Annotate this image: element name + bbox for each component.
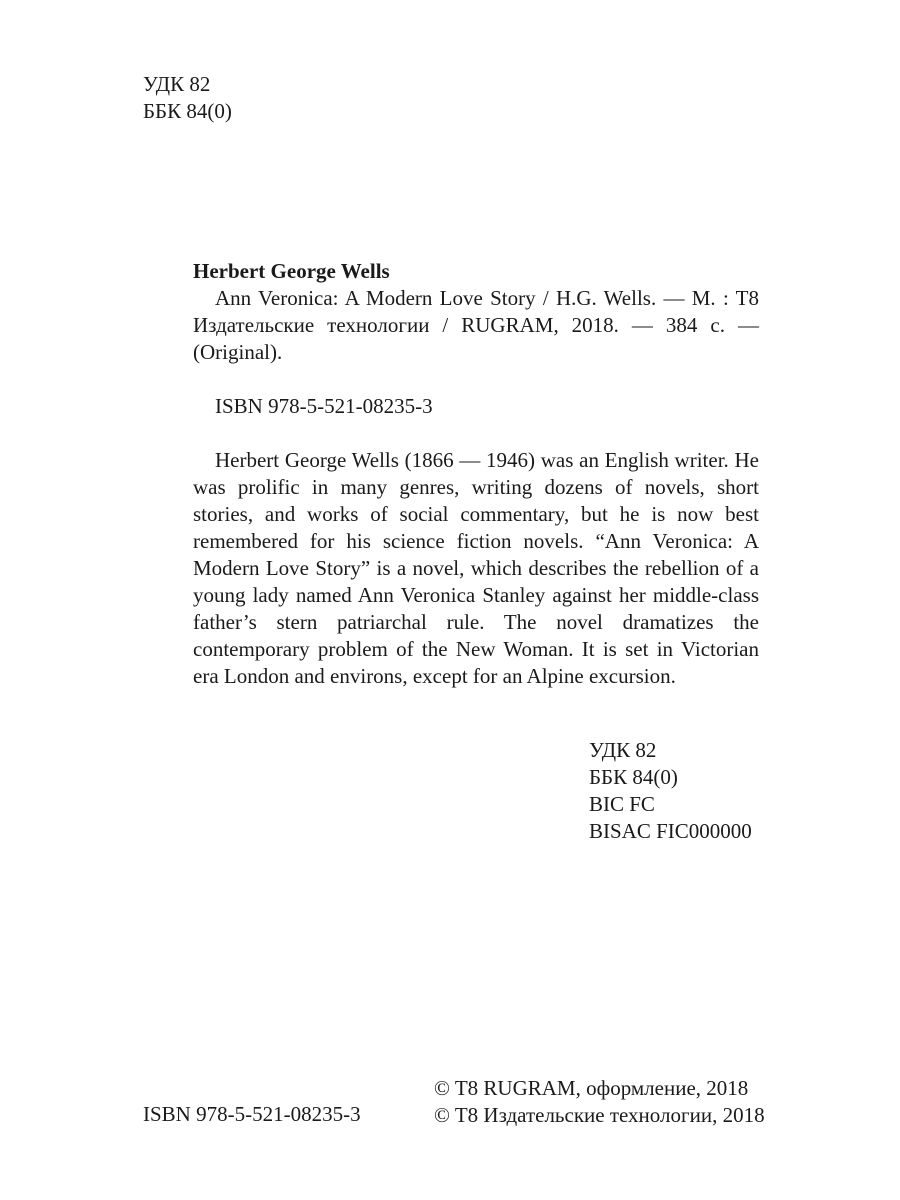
top-classification xyxy=(143,71,443,125)
isbn-number: ISBN 978-5-521-08235-3 xyxy=(215,394,433,418)
bibliographic-description: Ann Veronica: A Modern Love Story / H.G. Wells. — M. : T8 Издательские технологии / RUGRAM, 2018. — 384 c. — (Original). xyxy=(193,286,759,364)
copyright-publisher: © T8 Издательские технологии, 2018 xyxy=(434,1103,765,1127)
bbk-code: ББК 84(0) xyxy=(143,99,232,123)
author-name: Herbert George Wells xyxy=(193,259,390,283)
udk-code: УДК 82 xyxy=(143,72,211,96)
classification-codes xyxy=(589,737,809,845)
code-bbk: ББК 84(0) xyxy=(589,765,678,789)
copyright-notices xyxy=(434,1075,774,1129)
copyright-design: © T8 RUGRAM, оформление, 2018 xyxy=(434,1076,749,1100)
code-bic: BIC FC xyxy=(589,792,655,816)
code-bisac: BISAC FIC000000 xyxy=(589,819,752,843)
bibliographic-record xyxy=(193,258,759,690)
footer-isbn: ISBN 978-5-521-08235-3 xyxy=(143,1102,361,1126)
code-udk: УДК 82 xyxy=(589,738,657,762)
book-annotation: Herbert George Wells (1866 — 1946) was an English writer. He was prolific in many genres, writing dozens of novels, short stories, and works of social commentary, but he is now best remembered for his science fiction novels. “Ann Veronica: A Modern Love Story” is a novel, which describes the rebellion of a young lady named Ann Veronica Stanley against her middle-class father’s stern patriarchal rule. The novel dramatizes the contemporary problem of the New Woman. It is set in Victorian era London and environs, except for an Alpine excursion. xyxy=(193,448,759,688)
